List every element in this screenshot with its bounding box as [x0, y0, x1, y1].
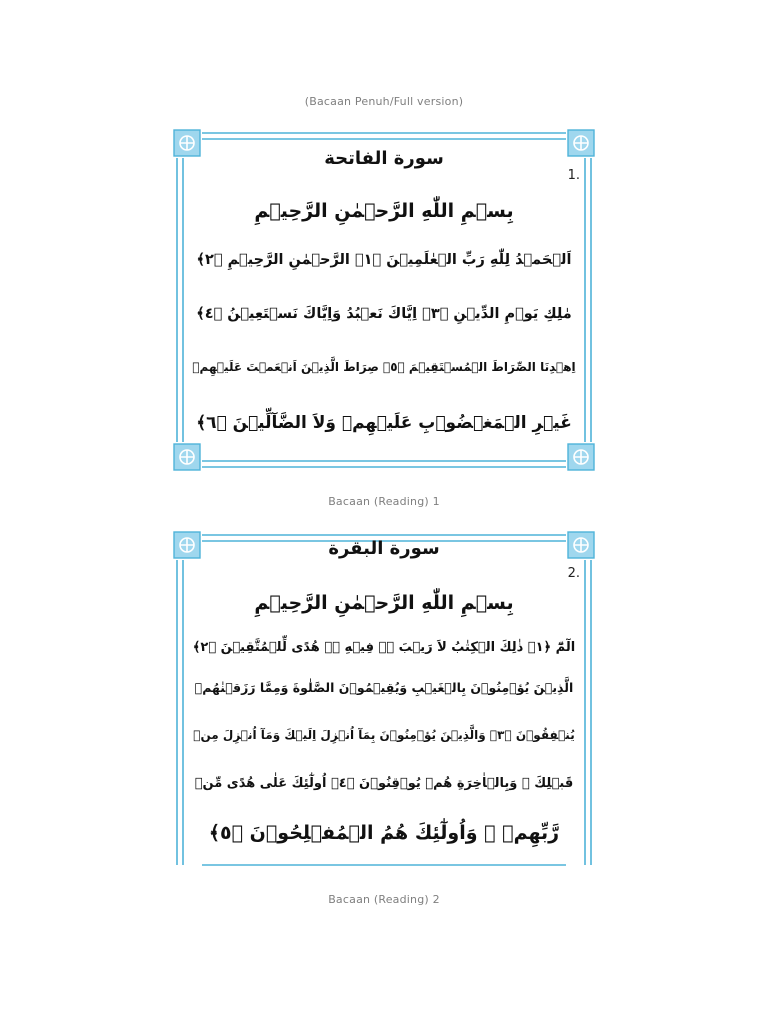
section-number: 1.	[567, 168, 580, 183]
verse-line-3: الَّذِيۡنَ يُؤۡمِنُوۡنَ بِالۡغَيۡبِ وَيُقِيۡمُوۡنَ الصَّلٰوةَ وَمِمَّا رَزَقۡنٰهُمۡ	[194, 680, 574, 695]
verse-line-4: يُنۡفِقُوۡنَ ﴿٣﴾ وَالَّذِيۡنَ يُؤۡمِنُوۡنَ بِمَآ اُنۡزِلَ اِلَيۡكَ وَمَآ اُنۡزِلَ مِنۡ	[193, 728, 575, 742]
surah-frame-fatihah	[172, 128, 596, 472]
surah-frame-baqarah	[172, 530, 596, 870]
section-number: 2.	[567, 566, 580, 581]
verse-line-4: اِهۡدِنَا الصِّرَاطَ الۡمُسۡتَقِيۡمَ ﴿٥﴾ صِرَاطَ الَّذِيۡنَ اَنۡعَمۡتَ عَلَيۡهِمۡ	[192, 360, 576, 374]
verse-line-6: رَّبِّهِمۡ ۚ وَاُولٰٓئِكَ هُمُ الۡمُفۡلِحُوۡنَ ﴿٥﴾	[208, 822, 560, 844]
decorative-frame	[172, 530, 596, 870]
verse-line-2: الٓمّٓ ﴿١﴾ ذٰلِكَ الۡكِتٰبُ لاَ رَيۡبَ ۛۚ فِيۡهِ ۛۚ هُدًى لِّلۡمُتَّقِيۡنَ ﴿٢﴾	[192, 640, 576, 655]
surah-title: سورة الفاتحة	[324, 148, 444, 169]
verse-line-1: بِسۡمِ اللّٰهِ الرَّحۡمٰنِ الرَّحِيۡمِ	[254, 200, 514, 222]
verse-line-3: مٰلِكِ يَوۡمِ الدِّيۡنِ ﴿٣﴾ اِيَّاكَ نَعۡبُدُ وَاِيَّاكَ نَسۡتَعِيۡنُ ﴿٤﴾	[196, 306, 572, 322]
verse-line-5: قَبۡلِكَ ۚ وَبِالۡاٰخِرَةِ هُمۡ يُوۡقِنُوۡنَ ﴿٤﴾ اُولٰٓئِكَ عَلٰى هُدًى مِّنۡ	[194, 776, 574, 791]
verse-line-2: اَلۡحَمۡدُ لِلّٰهِ رَبِّ الۡعٰلَمِيۡنَ ﴿١﴾ الرَّحۡمٰنِ الرَّحِيۡمِ ﴿٢﴾	[196, 252, 572, 268]
verse-line-1: بِسۡمِ اللّٰهِ الرَّحۡمٰنِ الرَّحِيۡمِ	[254, 592, 514, 614]
reading-caption-2: Bacaan (Reading) 2	[328, 893, 440, 906]
surah-title: سورة البقرة	[328, 538, 440, 559]
reading-caption-1: Bacaan (Reading) 1	[328, 495, 440, 508]
verse-line-5: غَيۡرِ الۡمَغۡضُوۡبِ عَلَيۡهِمۡ وَلاَ الضَّآلِّيۡنَ ﴿٦﴾	[196, 413, 572, 433]
header-caption: (Bacaan Penuh/Full version)	[304, 95, 464, 108]
